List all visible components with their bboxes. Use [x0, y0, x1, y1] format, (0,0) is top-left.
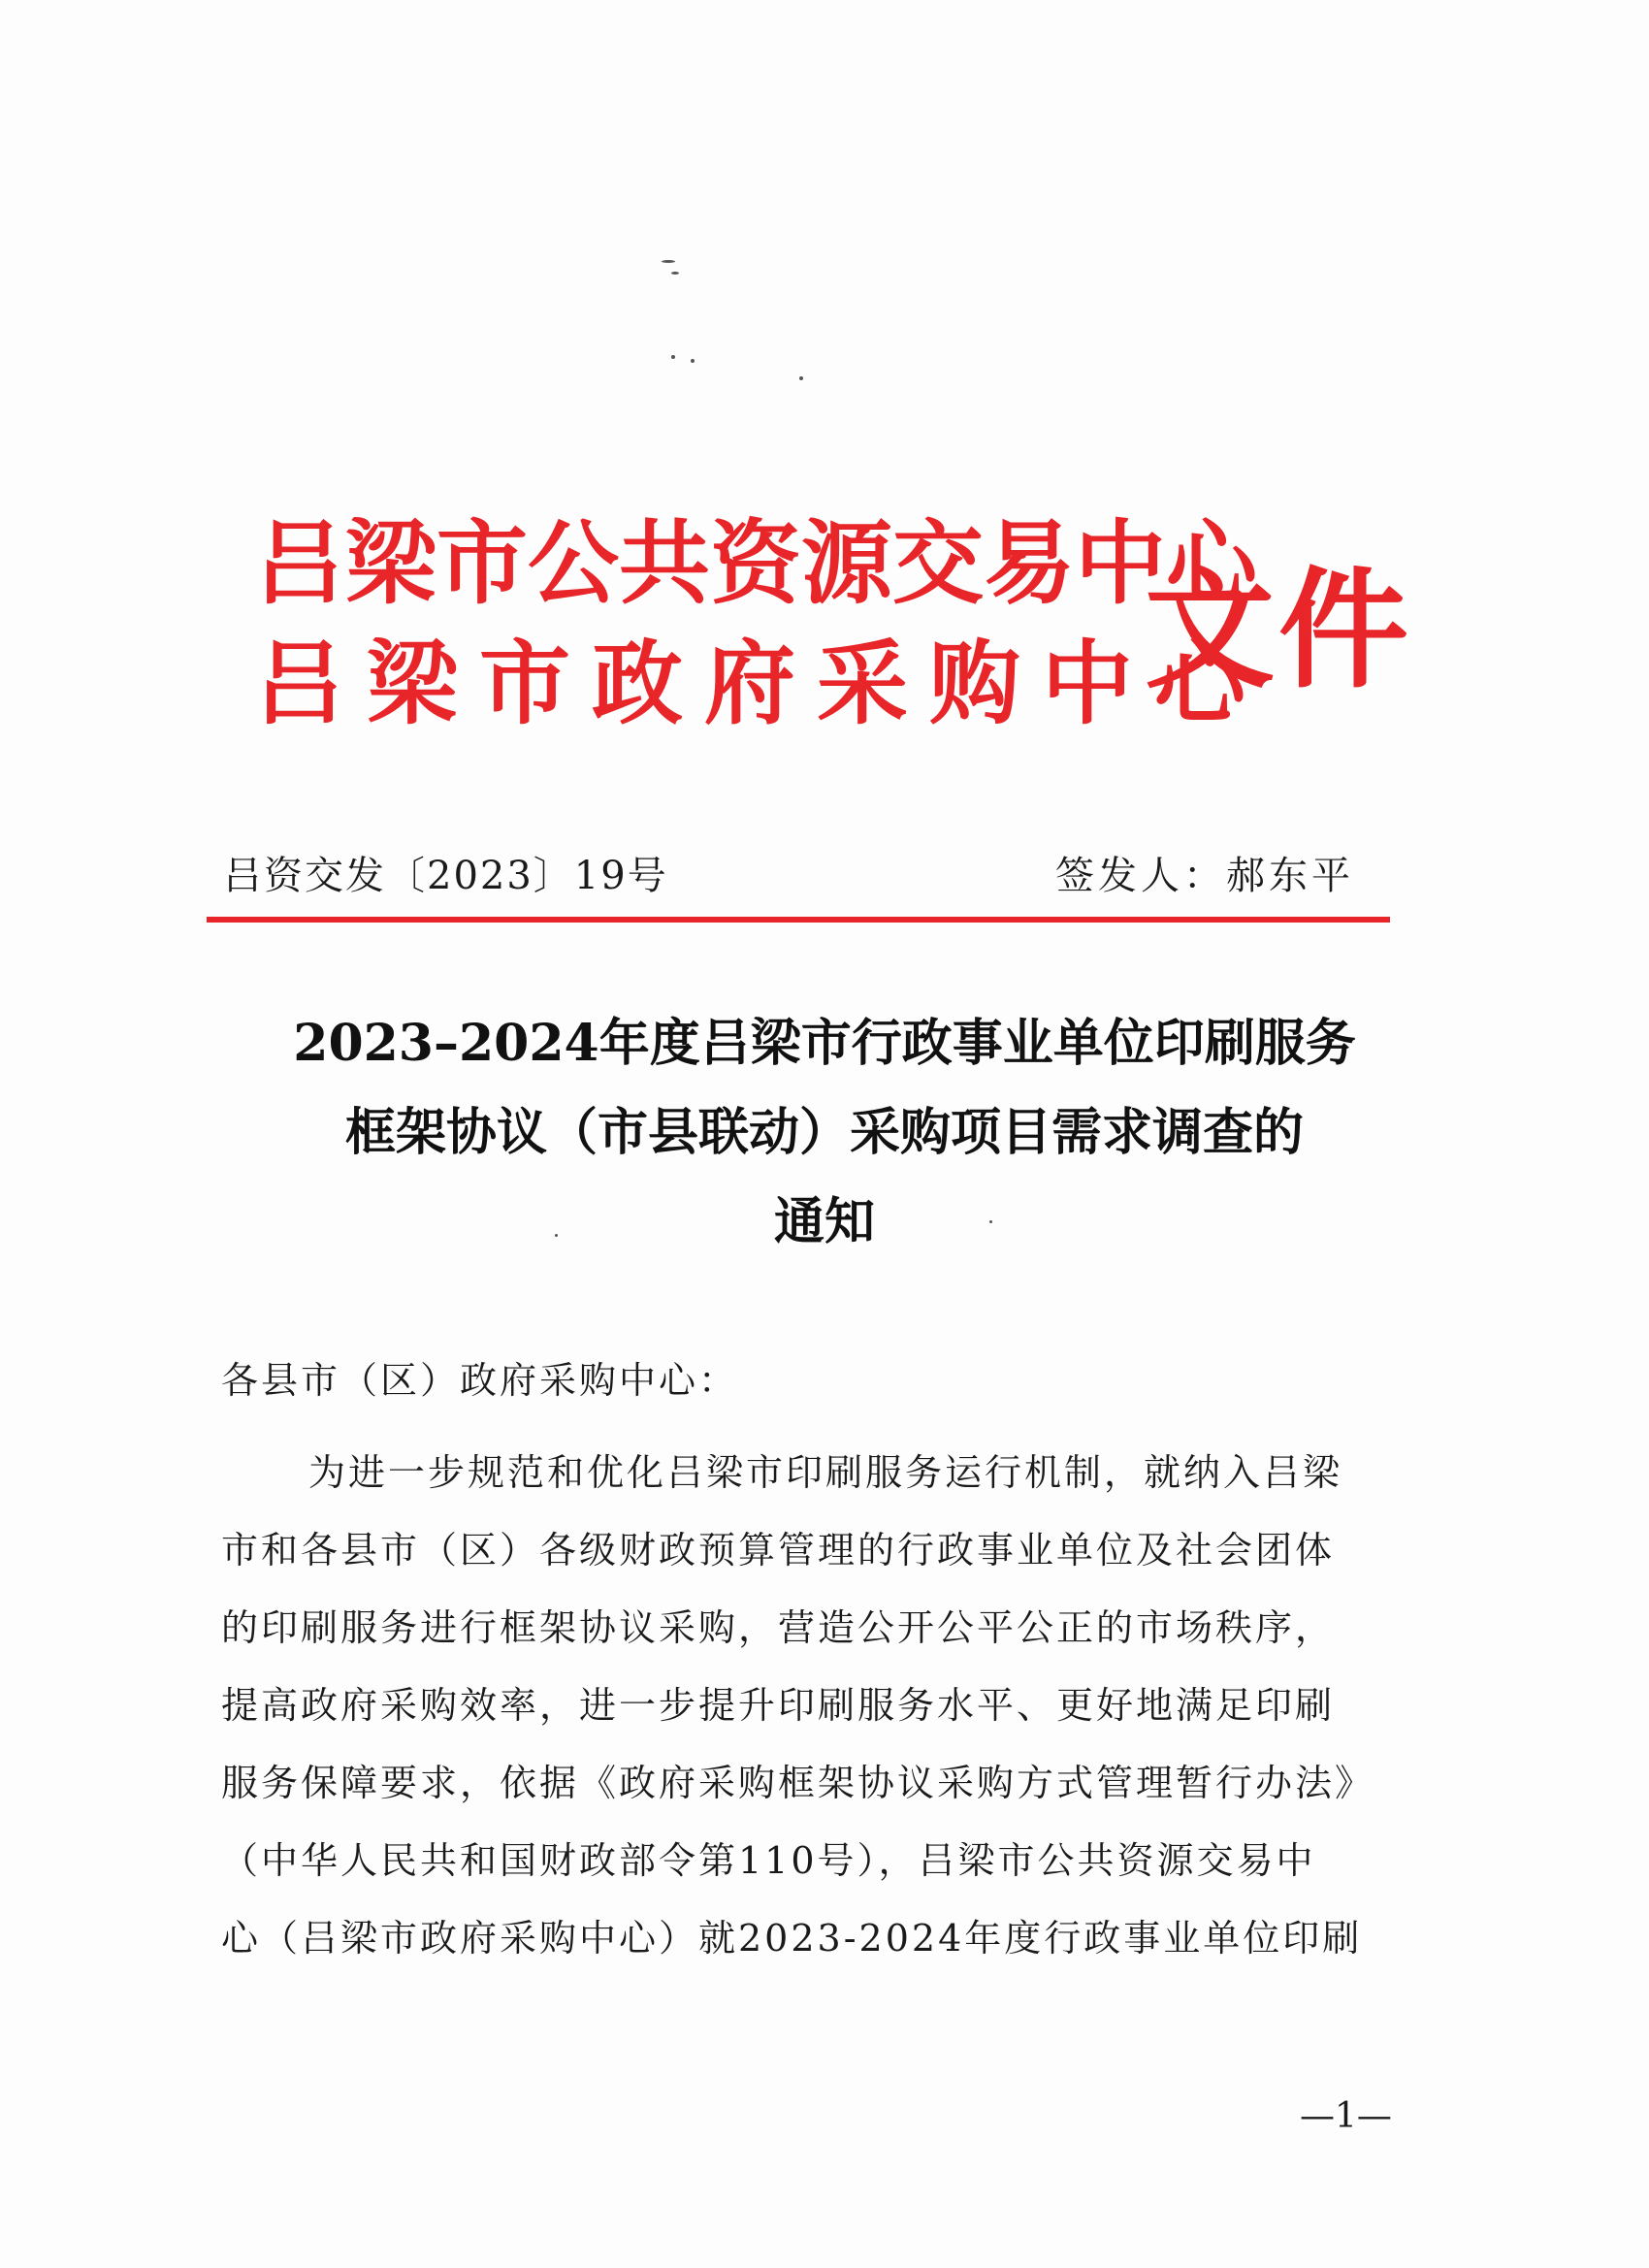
letterhead — [254, 504, 1268, 745]
document-number: 吕资交发〔2023〕19号 — [223, 854, 668, 898]
scan-speck — [671, 355, 675, 359]
letterhead-line-2: 吕梁市政府采购中心 — [254, 632, 1268, 737]
scan-speck — [691, 359, 695, 363]
signer: 签发人：郝东平 — [1055, 854, 1354, 898]
body-line: 心（吕梁市政府采购中心）就2023-2024年度行政事业单位印刷 — [221, 1917, 1363, 1960]
title-line-1: 2023–2024年度吕梁市行政事业单位印刷服务 — [293, 1014, 1356, 1073]
letterhead-suffix: 文件 — [1145, 555, 1413, 706]
body-line: 提高政府采购效率，进一步提升印刷服务水平、更好地满足印刷 — [221, 1684, 1336, 1727]
scan-speck — [799, 376, 803, 380]
red-divider — [207, 917, 1390, 923]
body-line: 服务保障要求，依据《政府采购框架协议采购方式管理暂行办法》 — [221, 1762, 1375, 1804]
body-line: 的印刷服务进行框架协议采购，营造公开公平公正的市场秩序， — [221, 1606, 1336, 1649]
title-line-2: 框架协议（市县联动）采购项目需求调查的 — [344, 1103, 1304, 1162]
body-text — [221, 1434, 1414, 1977]
body-line: 市和各县市（区）各级财政预算管理的行政事业单位及社会团体 — [221, 1529, 1336, 1571]
scan-speck — [662, 260, 675, 263]
body-line: （中华人民共和国财政部令第110号），吕梁市公共资源交易中 — [221, 1839, 1316, 1882]
page-number: —1— — [1300, 2096, 1392, 2136]
title-line-3: 通知 — [773, 1192, 875, 1251]
salutation: 各县市（区）政府采购中心： — [221, 1359, 739, 1402]
body-line: 为进一步规范和优化吕梁市印刷服务运行机制，就纳入吕梁 — [308, 1451, 1343, 1494]
letterhead-line-1: 吕梁市公共资源交易中心 — [254, 511, 1258, 617]
document-title — [194, 999, 1455, 1267]
scan-speck — [671, 272, 679, 275]
